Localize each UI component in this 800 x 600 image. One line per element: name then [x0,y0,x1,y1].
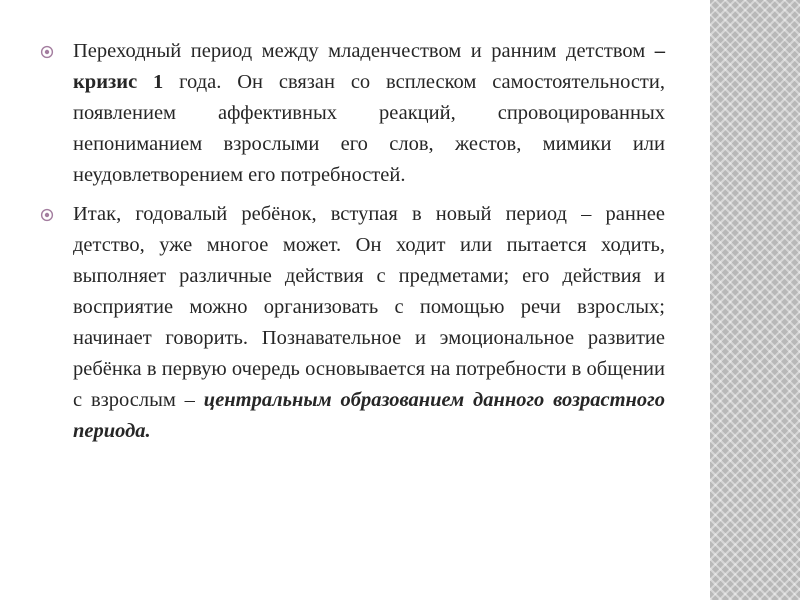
bullet-emphasis-text: центральным образованием данного возрастного периода. [73,389,665,442]
decorative-side-panel [710,0,800,600]
bullet-bold-text: – кризис 1 [73,40,665,93]
circle-bullet-icon [40,45,54,59]
slide-body [40,36,665,455]
bullet-text: года. Он связан со всплеском самостоятельности, появлением аффективных реакций, спровоцированных непониманием взрослыми его слов, жестов, мимики или неудовлетворением его потребностей. [73,71,665,186]
bullet-item-early-childhood [40,199,665,447]
bullet-text: Итак, годовалый ребёнок, вступая в новый период – раннее детство, уже многое может. Он ходит или пытается ходить, выполняет различные действия с предметами; его действия и восприятие можно организовать с помощью речи взрослых; начинает говорить. Познавательное и эмоциональное развитие ребёнка в первую очередь основывается на потребности в общении с взрослым – [73,203,665,411]
bullet-text: Переходный период между младенчеством и ранним детством [73,40,655,62]
bullet-item-crisis [40,36,665,191]
circle-bullet-icon [40,208,54,222]
